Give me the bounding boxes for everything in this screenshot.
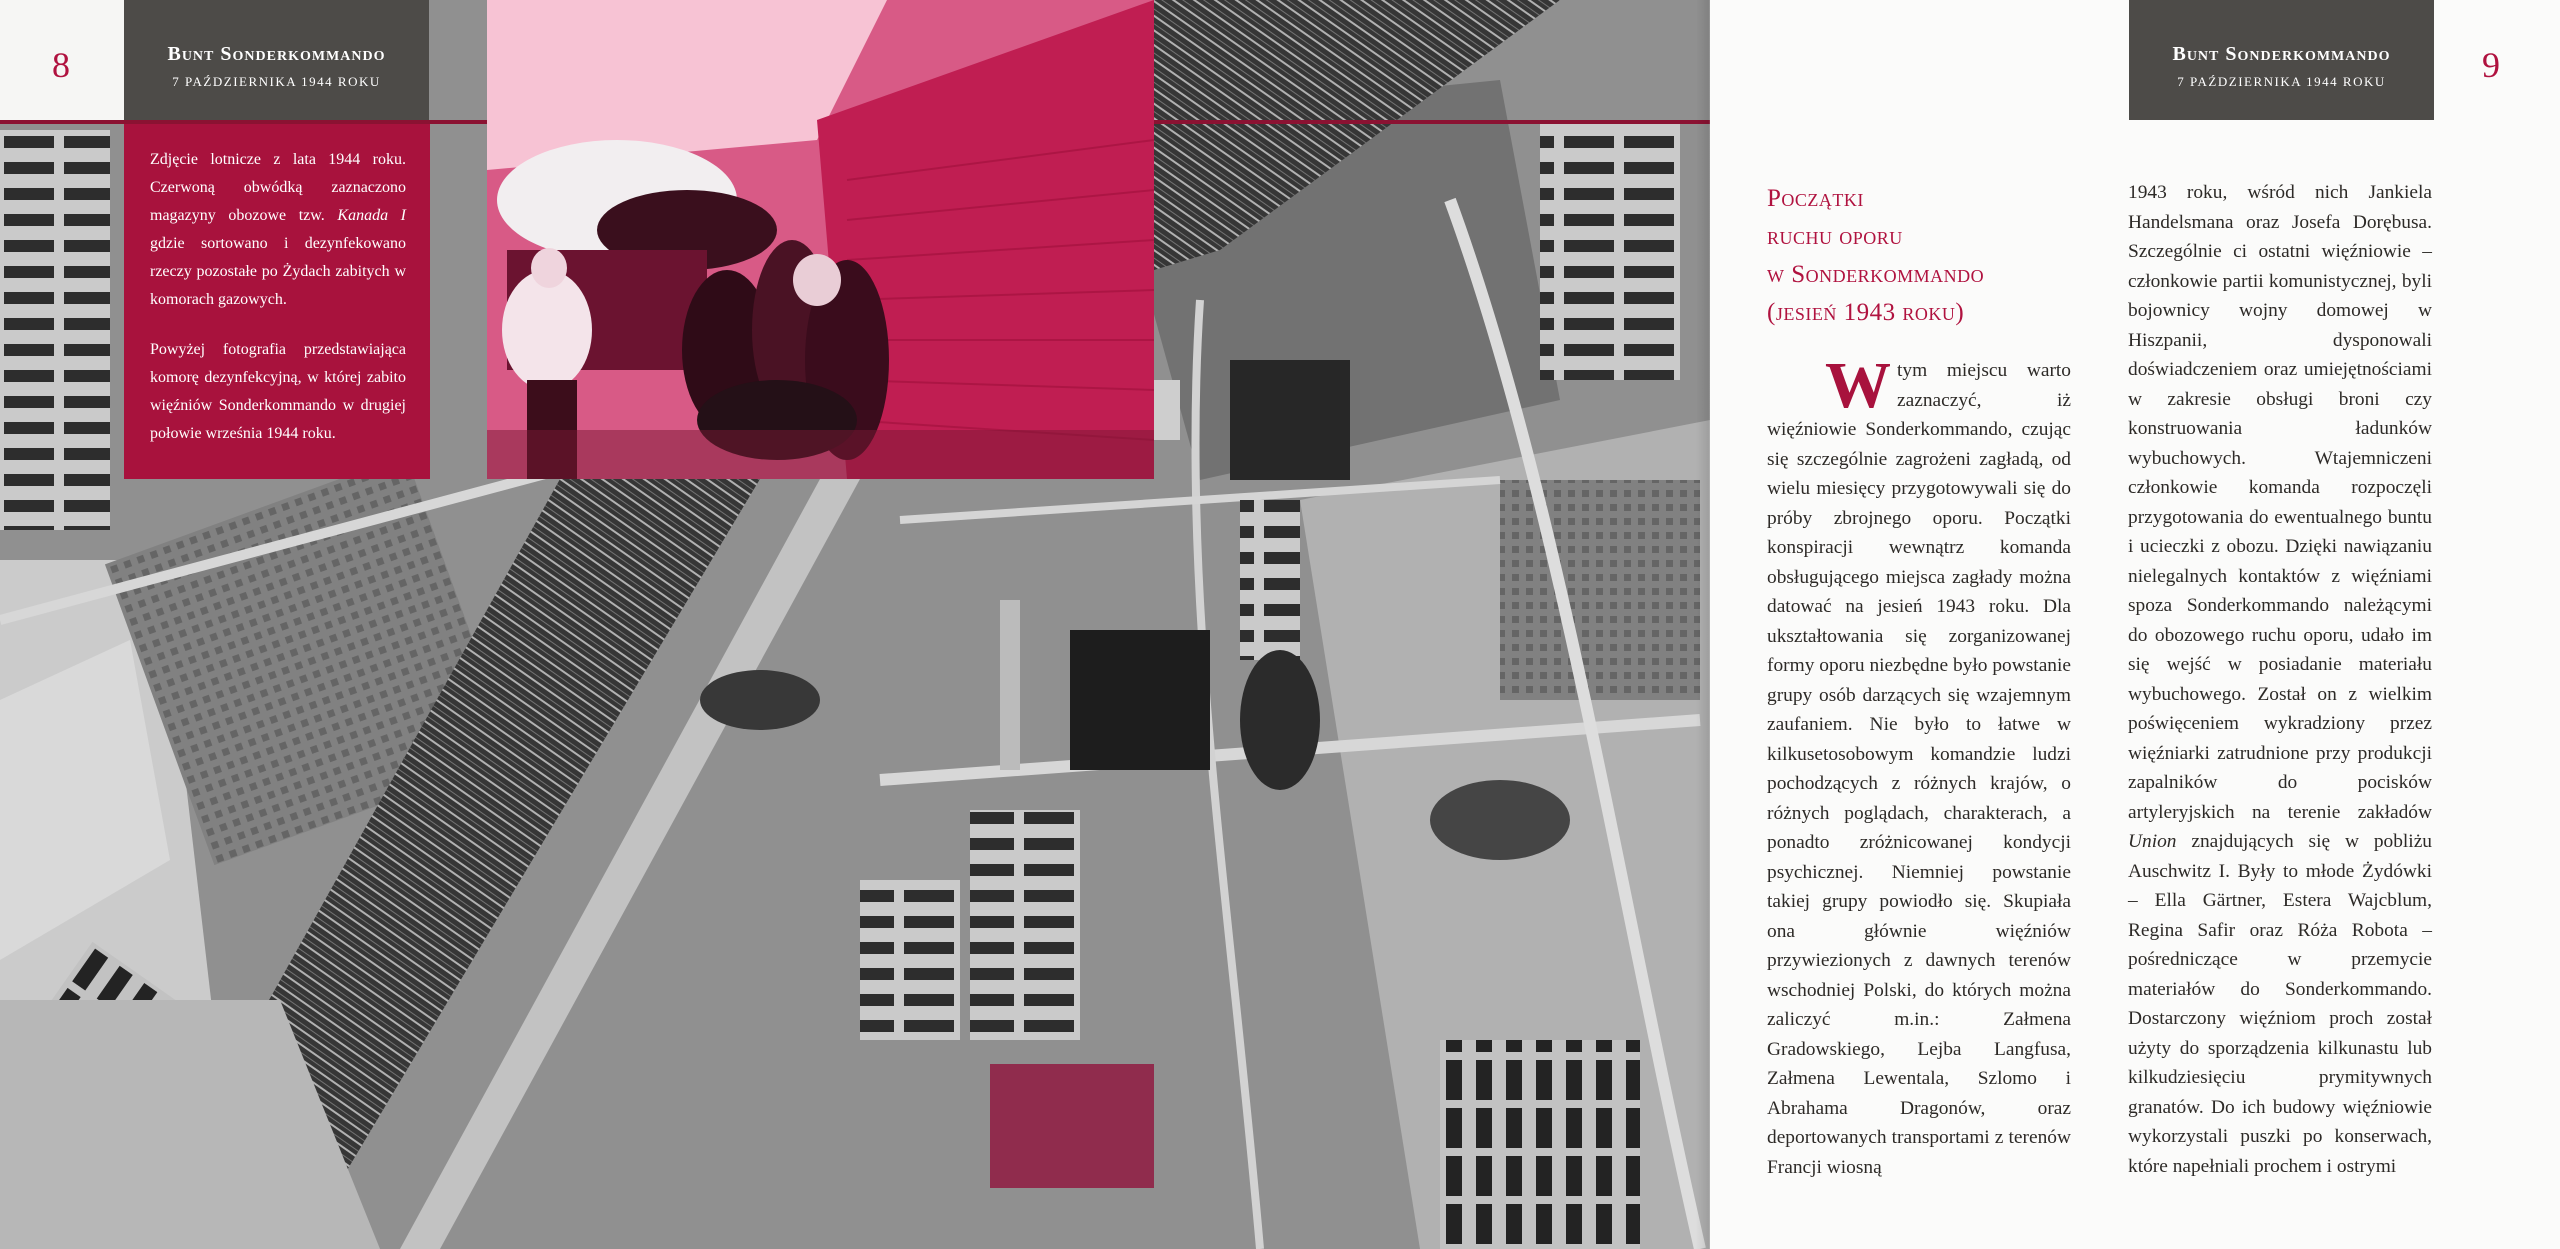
drop-cap: W: [1825, 349, 1891, 422]
photo-caption: [124, 124, 430, 479]
running-header-subtitle: 7 PAŹDZIERNIKA 1944 ROKU: [2177, 74, 2386, 89]
page-number-right: 9: [2482, 45, 2500, 85]
caption-paragraph-1: Zdjęcie lotnicze z lata 1944 roku. Czerwoną obwódką zaznaczono magazyny obozowe tzw. Kanada I gdzie sortowano i dezynfekowano rzeczy pozostałe po Żydach zabitych w komorach gazowych.: [150, 151, 406, 308]
page-number-left: 8: [52, 45, 70, 85]
kanada-highlight: [990, 1064, 1154, 1188]
running-header-title: Bunt Sonderkommando: [167, 43, 386, 65]
running-header-title: Bunt Sonderkommando: [2172, 43, 2391, 65]
caption-paragraph-2: Powyżej fotografia przedstawiająca komorę dezynfekcyjną, w której zabito więźniów Sonderkommando w drugiej połowie września 1944 roku.: [150, 341, 406, 442]
disinfection-chamber-photo: [487, 0, 1154, 479]
body-column-1: W tym miejscu warto zaznaczyć, iż więźniowie Sonderkommando, czując się szczególnie zagrożeni zagładą, od wielu miesięcy przygotowywali się do próby zbrojnego oporu. Początki konspiracji wewnątrz komanda obsługującego miejsca zagłady można datować na jesień 1943 roku. Dla ukształtowania się zorganizowanej formy oporu niezbędne było powstanie grupy osób darzących się wzajemnym zaufaniem. Nie było to łatwe w kilkusetosobowym komandzie ludzi pochodzących z różnych krajów, o różnych poglądach, charakterach, a ponadto zróżnicowanej kondycji psychicznej. Niemniej powstanie takiej grupy powiodło się. Skupiała ona głównie więźniów przywiezionych z dawnych terenów wschodniej Polski, do których można zaliczyć m.in.: Załmena Gradowskiego, Lejba Langfusa, Załmena Lewentala, Szlomo i Abrahama Dragonów, oraz deportowanych transportami z terenów Francji wiosną: [1767, 349, 2071, 1178]
running-header-left: [124, 0, 429, 120]
body-column-2: 1943 roku, wśród nich Jankiela Handelsmana oraz Josefa Dorębusa. Szczególnie ci ostatni więźniowie – członkowie partii komunistycznej, byli bojownicy wojny domowej w Hiszpanii, dysponowali doświadczeniem oraz umiejętnościami w zakresie obsługi broni czy konstruowania ładunków wybuchowych. Wtajemniczeni członkowie komanda rozpoczęli przygotowania do ewentualnego buntu i ucieczki z obozu. Dzięki nawiązaniu nielegalnych kontaktów z więźniami spoza Sonderkommando należącymi do obozowego ruchu oporu, udało im się wejść w posiadanie materiału wybuchowego. Został on z wielkim poświęceniem wykradziony przez więźniarki zatrudnione przy produkcji zapalników do pocisków artyleryjskich na terenie zakładów Union znajdujących się w pobliżu Auschwitz I. Były to młode Żydówki – Ella Gärtner, Estera Wajcblum, Regina Safir oraz Róża Robota – pośredniczące w przemycie materiałów do Sonderkommando. Dostarczony więźniom proch został użyty do sporządzenia kilkunastu lub kilkudziesięciu prymitywnych granatów. Do ich budowy więźniowie wykorzystali puszki po konserwach, które napełniali prochem i ostrymi: [2128, 182, 2432, 1177]
running-header-subtitle: 7 PAŹDZIERNIKA 1944 ROKU: [172, 74, 381, 89]
section-title: Początki ruchu oporu w Sonderkommando (jesień 1943 roku): [1767, 185, 1985, 326]
running-header-right: [2129, 0, 2434, 120]
